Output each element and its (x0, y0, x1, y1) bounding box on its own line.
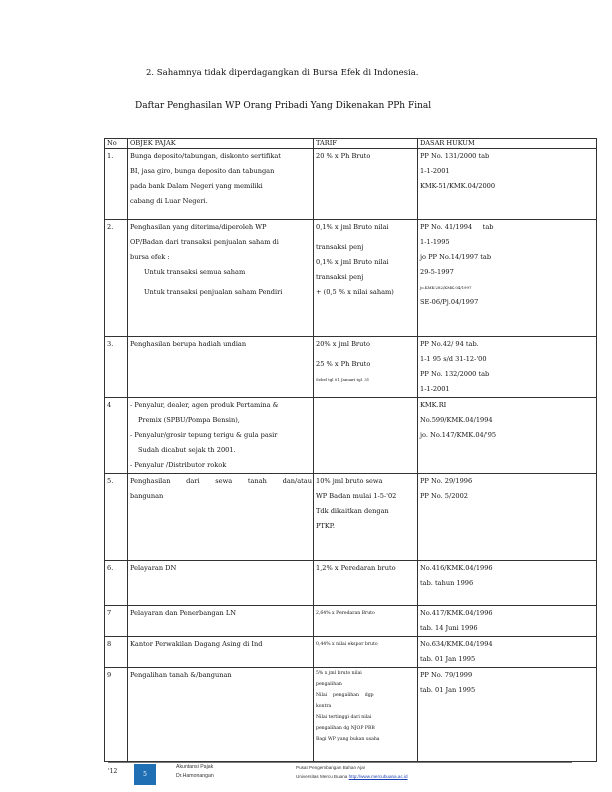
tarif-line: 20 % x Ph Bruto (316, 152, 371, 160)
tarif-cell (314, 606, 418, 637)
dasar-line: SE-06/Pj.04/1997 (420, 298, 479, 306)
dasar-line: 1-1-2001 (420, 385, 450, 393)
objek-cell (128, 149, 314, 220)
dasar-line: tab. tahun 1996 (420, 579, 474, 587)
footer-website-link[interactable]: http://www.mercubuana.ac.id (348, 774, 408, 779)
footer-institution-info (296, 763, 408, 781)
tarif-line: transaksi penj (316, 243, 364, 251)
objek-cell (128, 398, 314, 474)
objek-line: Penghasilan yang diterima/diperoleh WP (130, 223, 267, 231)
tarif-cell (314, 337, 418, 398)
footer-course: Akuntansi Pajak (176, 764, 214, 770)
objek-line: bangunan (130, 492, 164, 500)
header-dasar: DASAR HUKUM (418, 139, 597, 149)
dasar-cell (418, 561, 597, 606)
row-number: 8 (105, 637, 128, 668)
tarif-cell (314, 220, 418, 337)
objek-line: bursa efek : (130, 253, 170, 261)
tarif-line: pengalihan dg NJOP PBB (316, 726, 375, 731)
tarif-line: Bagi WP yang bukan usaha (316, 737, 380, 742)
objek-line: Premix (SPBU/Pompa Bensin), (138, 416, 240, 424)
row-number: 2. (105, 220, 128, 337)
dasar-line: KMK-51/KMK.04/2000 (420, 182, 496, 190)
tax-table (104, 138, 597, 762)
intro-text: 2. Sahamnya tidak diperdagangkan di Bursa Efek di Indonesia. (146, 68, 419, 78)
objek-line: Untuk transaksi semua saham (144, 268, 246, 276)
objek-line: Penghasilan dari sewa tanah dan/atau (130, 477, 312, 485)
table-header-row (105, 139, 597, 149)
dasar-line: No.416/KMK.04/1996 (420, 564, 493, 572)
dasar-cell (418, 220, 597, 337)
objek-line: Sudah dicabut sejak th 2001. (138, 446, 236, 454)
objek-line: - Penyalur, dealer, agen produk Pertamina & (130, 401, 279, 409)
tarif-line: kontra (316, 704, 332, 709)
tarif-line: 2,64% x Peredaran Bruto (316, 611, 375, 616)
row-number: 1. (105, 149, 128, 220)
objek-line: Kantor Perwakilan Dagang Asing di Ind (130, 640, 263, 648)
objek-line: Penghasilan berupa hadiah undian (130, 340, 247, 348)
dasar-line: 1-1 95 s/d 31-12-'00 (420, 355, 487, 363)
tarif-cell (314, 637, 418, 668)
section-heading: Daftar Penghasilan WP Orang Pribadi Yang Dikenakan PPh Final (135, 101, 432, 111)
row-number: 3. (105, 337, 128, 398)
tarif-line: 5% x jml bruto nilai (316, 671, 362, 676)
university-logo-icon: 5 (134, 764, 156, 785)
dasar-line: PP No.42/ 94 tab. (420, 340, 479, 348)
dasar-line: tab. 01 Jan 1995 (420, 686, 476, 694)
tarif-line: Nilai pengalihan dgp (316, 693, 374, 698)
tarif-line: 1,2% x Peredaran bruto (316, 564, 396, 572)
dasar-line: No.634/KMK.04/1994 (420, 640, 493, 648)
table-row (105, 149, 597, 220)
dasar-line: tab. 01 Jan 1995 (420, 655, 476, 663)
table-row (105, 220, 597, 337)
table-row (105, 337, 597, 398)
objek-line: pada bank Dalam Negeri yang memiliki (130, 182, 263, 190)
row-number: 9 (105, 668, 128, 762)
dasar-cell (418, 637, 597, 668)
dasar-line: PP No. 132/2000 tab (420, 370, 490, 378)
objek-line: cabang di Luar Negeri. (130, 197, 208, 205)
tarif-line: 10% jml bruto sewa (316, 477, 383, 485)
tarif-line: Sebel tgl 01 Januari tgl. 31 (316, 377, 370, 382)
dasar-line: PP No. 29/1996 (420, 477, 473, 485)
dasar-line: 1-1-2001 (420, 167, 450, 175)
objek-cell (128, 637, 314, 668)
tarif-cell (314, 668, 418, 762)
footer-institution: Pusat Pengembangan Bahan Ajar (296, 765, 366, 770)
tarif-line: 25 % x Ph Bruto (316, 360, 371, 368)
tarif-line: transaksi penj (316, 273, 364, 281)
tarif-cell (314, 474, 418, 561)
dasar-line: PP No. 41/1994 tab (420, 223, 494, 231)
dasar-line: No.417/KMK.04/1996 (420, 609, 493, 617)
dasar-line: tab. 14 Juni 1996 (420, 624, 478, 632)
objek-line: Pengalihan tanah &/bangunan (130, 671, 232, 679)
dasar-line: No.599/KMK.04/1994 (420, 416, 493, 424)
header-objek: OBJEK PAJAK (128, 139, 314, 149)
row-number: 7 (105, 606, 128, 637)
tarif-line: 0,1% x jml Bruto nilai (316, 258, 389, 266)
objek-cell (128, 606, 314, 637)
dasar-line: jo. No.147/KMK.04/'95 (420, 431, 497, 439)
objek-line: BI, jasa giro, bunga deposito dan tabungan (130, 167, 275, 175)
dasar-line: jo.KMK-282/KMK.04/1997 (420, 285, 472, 290)
dasar-line: PP No. 131/2000 tab (420, 152, 490, 160)
tarif-line: 0,1% x jml Bruto nilai (316, 223, 389, 231)
tarif-line: + (0,5 % x nilai saham) (316, 288, 394, 296)
dasar-line: 29-5-1997 (420, 268, 454, 276)
table-row (105, 606, 597, 637)
footer-course-info (176, 763, 214, 781)
objek-cell (128, 220, 314, 337)
table-row (105, 474, 597, 561)
objek-line: Bunga deposito/tabungan, diskonto sertifikat (130, 152, 281, 160)
dasar-cell (418, 474, 597, 561)
tarif-cell (314, 561, 418, 606)
header-no: No (105, 139, 128, 149)
objek-line: Pelayaran dan Penerbangan LN (130, 609, 237, 617)
tarif-line: PTKP. (316, 522, 335, 530)
table-row (105, 398, 597, 474)
tarif-line: 20% x jml Bruto (316, 340, 370, 348)
objek-cell (128, 337, 314, 398)
page-footer (0, 752, 612, 792)
table-row (105, 561, 597, 606)
objek-line: OP/Badan dari transaksi penjualan saham di (130, 238, 279, 246)
tarif-line: Tdk dikaitkan dengan (316, 507, 389, 515)
page-number: '12 (108, 768, 118, 775)
objek-cell (128, 561, 314, 606)
objek-line: Untuk transaksi penjualan saham Pendiri (144, 288, 283, 296)
row-number: 5. (105, 474, 128, 561)
header-tarif: TARIF (314, 139, 418, 149)
dasar-cell (418, 337, 597, 398)
dasar-line: PP No. 79/1999 (420, 671, 473, 679)
row-number: 4 (105, 398, 128, 474)
objek-line: - Penyalur /Distributor rokok (130, 461, 227, 469)
dasar-cell (418, 606, 597, 637)
table-row (105, 637, 597, 668)
dasar-cell (418, 668, 597, 762)
objek-cell (128, 668, 314, 762)
dasar-line: jo PP No.14/1997 tab (420, 253, 492, 261)
objek-line: - Penyalur/grosir tepung terigu & gula pasir (130, 431, 278, 439)
tarif-line: pengalihan (316, 682, 342, 687)
footer-author: Dr.Hamonangan (176, 773, 214, 779)
tarif-line: 0,44% x nilai ekspor bruto (316, 642, 378, 647)
dasar-line: 1-1-1995 (420, 238, 450, 246)
dasar-line: PP No. 5/2002 (420, 492, 468, 500)
dasar-cell (418, 398, 597, 474)
row-number: 6. (105, 561, 128, 606)
tarif-line: WP Badan mulai 1-5-'02 (316, 492, 397, 500)
dasar-line: KMK.RI (420, 401, 447, 409)
tarif-cell (314, 398, 418, 474)
footer-university-line: Universitas Mercu Buana http://www.mercubuana.ac.id (296, 774, 408, 779)
objek-line: Pelayaran DN (130, 564, 177, 572)
tarif-line: Nilai tertinggi dari nilai (316, 715, 372, 720)
dasar-cell (418, 149, 597, 220)
tarif-cell (314, 149, 418, 220)
table-row (105, 668, 597, 762)
objek-cell (128, 474, 314, 561)
